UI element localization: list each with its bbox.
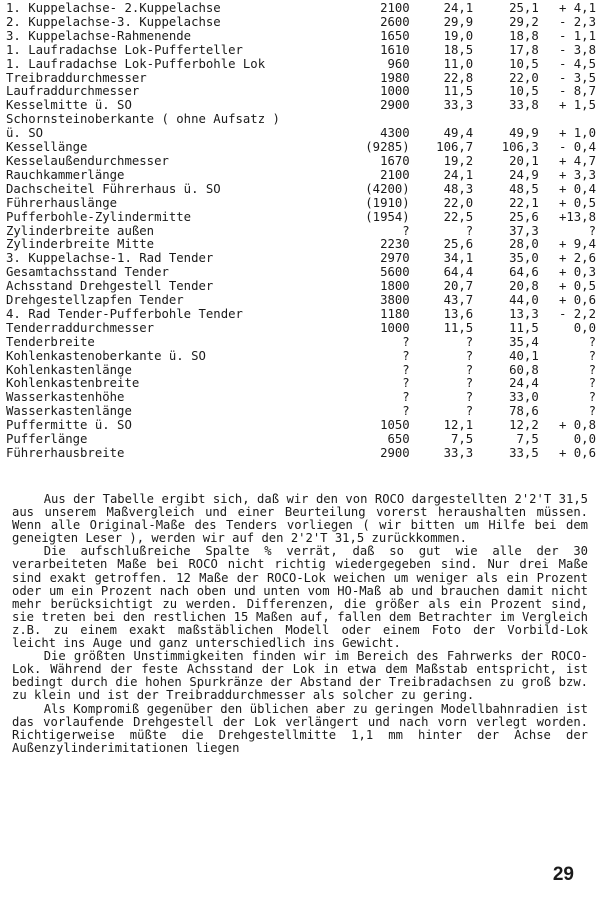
h0-scale-mm: 11,5 xyxy=(443,320,474,335)
table-row xyxy=(6,211,596,225)
table-row xyxy=(6,30,596,44)
row-label: Treibraddurchmesser xyxy=(6,70,147,85)
original-mm: 2900 xyxy=(380,446,410,460)
table-row xyxy=(6,252,596,266)
roco-mm: 18,8 xyxy=(509,28,539,43)
roco-mm: 10,5 xyxy=(509,56,539,71)
table-row xyxy=(6,85,596,99)
row-label: Kohlenkastenlänge xyxy=(6,362,132,377)
h0-scale-mm: 19,0 xyxy=(443,28,474,43)
row-label: Puffermitte ü. SO xyxy=(6,418,132,433)
table-row xyxy=(6,419,596,433)
table-row xyxy=(6,391,596,405)
difference-percent: - 2,3 xyxy=(558,14,596,29)
roco-mm: 25,6 xyxy=(509,209,539,224)
row-label: Kesselmitte ü. SO xyxy=(6,98,132,113)
difference-percent xyxy=(545,113,596,127)
original-mm: ? xyxy=(402,376,410,391)
table-row xyxy=(6,280,596,294)
table-row xyxy=(6,238,596,252)
original-mm: 2900 xyxy=(380,98,410,113)
h0-scale-mm: 19,2 xyxy=(443,153,474,168)
row-label: Kohlenkastenoberkante ü. SO xyxy=(6,348,206,363)
h0-scale-mm: ? xyxy=(465,376,474,391)
paragraph-2: Die aufschlußreiche Spalte % verrät, daß so gut wie alle der 30 verarbeiteten Maße bei ROCO nicht richtig wiedergegeben sind. Nur drei Maße sind exakt getroffen. 12 Maße der ROCO-Lok weichen um weniger als ein Prozent oder um ein Prozent nach oben und unten vom HO-Maß ab und brauchen damit nicht mehr berücksichtigt zu werden. Differenzen, die größer als ein Prozent sind, sie treten bei den restlichen 15 Maßen auf, fallen dem Betrachter im Vergleich z.B. zu einem exakt maßstäblichen Modell oder einem Foto der Vorbild-Lok leicht ins Auge und ganz unterschiedlich ins Gewicht. xyxy=(12,544,588,651)
original-mm: ? xyxy=(402,348,410,363)
original-mm: 2100 xyxy=(380,1,410,15)
original-mm: 1800 xyxy=(380,279,410,294)
h0-scale-mm: 11,0 xyxy=(443,56,474,71)
difference-percent: - 8,7 xyxy=(558,84,596,99)
h0-scale-mm: 7,5 xyxy=(450,432,474,447)
h0-scale-mm xyxy=(416,113,480,127)
original-mm: ? xyxy=(402,362,410,377)
original-mm: ? xyxy=(402,334,410,349)
h0-scale-mm: 11,5 xyxy=(443,84,474,99)
table-row xyxy=(6,72,596,86)
row-label: ü. SO xyxy=(6,126,44,141)
roco-mm: 17,8 xyxy=(509,42,539,57)
difference-percent: + 0,5 xyxy=(558,195,596,210)
h0-scale-mm: 12,1 xyxy=(443,418,474,433)
table-row xyxy=(6,447,596,461)
difference-percent: - 2,2 xyxy=(558,306,596,321)
roco-mm: 64,6 xyxy=(509,265,539,280)
roco-mm: 20,8 xyxy=(509,279,539,294)
roco-mm: 40,1 xyxy=(509,348,539,363)
difference-percent: - 3,8 xyxy=(558,42,596,57)
h0-scale-mm: 64,4 xyxy=(443,265,474,280)
difference-percent: + 9,4 xyxy=(558,237,596,252)
original-mm: 2970 xyxy=(380,251,410,266)
difference-percent: 0,0 xyxy=(573,432,596,447)
page-number: 29 xyxy=(552,864,574,885)
h0-scale-mm: 25,6 xyxy=(443,237,474,252)
difference-percent: + 0,4 xyxy=(558,181,596,196)
row-label: Rauchkammerlänge xyxy=(6,167,125,182)
original-mm: 1980 xyxy=(380,70,410,85)
difference-percent: - 0,4 xyxy=(558,140,596,155)
difference-percent: + 3,3 xyxy=(558,167,596,182)
table-row xyxy=(6,336,596,350)
table-row xyxy=(6,294,596,308)
original-mm: 1000 xyxy=(380,84,410,99)
table-row xyxy=(6,127,596,141)
row-label: Kohlenkastenbreite xyxy=(6,376,140,391)
original-mm: 1670 xyxy=(380,153,410,168)
h0-scale-mm: 22,5 xyxy=(443,209,474,224)
row-label: 2. Kuppelachse-3. Kuppelachse xyxy=(6,14,221,29)
difference-percent: ? xyxy=(588,223,596,238)
h0-scale-mm: ? xyxy=(465,348,474,363)
roco-mm: 60,8 xyxy=(509,362,539,377)
difference-percent: 0,0 xyxy=(573,320,596,335)
table-row xyxy=(6,141,596,155)
table-row xyxy=(6,44,596,58)
paragraph-3: Die größten Unstimmigkeiten finden wir im Bereich des Fahrwerks der ROCO-Lok. Während der feste Achsstand der Lok in etwa dem Maßstab entspricht, ist bedingt durch die hohen Spurkränze der Abstand der Treibradachsen zu groß bzw. zu klein und ist der Treibraddurchmesser als solcher zu gering. xyxy=(12,649,588,703)
table-row xyxy=(6,197,596,211)
original-mm: (1910) xyxy=(365,195,410,210)
roco-mm: 78,6 xyxy=(509,404,539,419)
roco-mm: 22,1 xyxy=(509,195,539,210)
difference-percent: + 0,6 xyxy=(558,446,596,460)
row-label: Tenderraddurchmesser xyxy=(6,320,155,335)
table-row xyxy=(6,2,596,16)
row-label: Wasserkastenhöhe xyxy=(6,390,125,405)
roco-mm xyxy=(479,113,545,127)
roco-mm: 10,5 xyxy=(509,84,539,99)
h0-scale-mm: 29,9 xyxy=(443,14,474,29)
row-label: Achsstand Drehgestell Tender xyxy=(6,279,214,294)
h0-scale-mm: ? xyxy=(465,362,474,377)
table-row xyxy=(6,433,596,447)
row-label: Zylinderbreite außen xyxy=(6,223,155,238)
difference-percent: + 0,5 xyxy=(558,279,596,294)
row-label: Pufferbohle-Zylindermitte xyxy=(6,209,192,224)
row-label: 4. Rad Tender-Pufferbohle Tender xyxy=(6,306,243,321)
difference-percent: + 4,7 xyxy=(558,153,596,168)
h0-scale-mm: 22,0 xyxy=(443,195,474,210)
roco-mm: 48,5 xyxy=(509,181,539,196)
original-mm: 1610 xyxy=(380,42,410,57)
difference-percent: ? xyxy=(588,390,596,405)
h0-scale-mm: 20,7 xyxy=(443,279,474,294)
row-label: Laufraddurchmesser xyxy=(6,84,140,99)
roco-mm: 33,5 xyxy=(509,446,539,460)
roco-mm: 24,4 xyxy=(509,376,539,391)
table-row xyxy=(6,99,596,113)
roco-mm: 106,3 xyxy=(501,140,539,155)
difference-percent: + 0,6 xyxy=(558,293,596,308)
original-mm: 2230 xyxy=(380,237,410,252)
roco-mm: 33,8 xyxy=(509,98,539,113)
row-label: Führerhausbreite xyxy=(6,446,125,460)
h0-scale-mm: 13,6 xyxy=(443,306,474,321)
original-mm: (4200) xyxy=(365,181,410,196)
h0-scale-mm: 106,7 xyxy=(436,140,474,155)
difference-percent: ? xyxy=(588,362,596,377)
table-row xyxy=(6,377,596,391)
difference-percent: - 3,5 xyxy=(558,70,596,85)
table-row xyxy=(6,405,596,419)
table-body xyxy=(6,2,596,461)
original-mm: 5600 xyxy=(380,265,410,280)
roco-mm: 28,0 xyxy=(509,237,539,252)
row-label: 1. Laufradachse Lok-Pufferteller xyxy=(6,42,243,57)
original-mm: 2100 xyxy=(380,167,410,182)
h0-scale-mm: 43,7 xyxy=(443,293,474,308)
roco-mm: 44,0 xyxy=(509,293,539,308)
roco-mm: 7,5 xyxy=(516,432,539,447)
roco-mm: 29,2 xyxy=(509,14,539,29)
table-row xyxy=(6,58,596,72)
difference-percent: + 2,6 xyxy=(558,251,596,266)
table-row xyxy=(6,16,596,30)
difference-percent: - 1,1 xyxy=(558,28,596,43)
roco-mm: 49,9 xyxy=(509,126,539,141)
body-text xyxy=(12,493,588,755)
roco-mm: 33,0 xyxy=(509,390,539,405)
original-mm: 2600 xyxy=(380,14,410,29)
table-row xyxy=(6,113,596,127)
original-mm: 1650 xyxy=(380,28,410,43)
roco-mm: 13,3 xyxy=(509,306,539,321)
original-mm: 650 xyxy=(387,432,410,447)
original-mm: 1000 xyxy=(380,320,410,335)
table-row xyxy=(6,350,596,364)
paragraph-1: Aus der Tabelle ergibt sich, daß wir den von ROCO dargestellten 2'2'T 31,5 aus unserem Maßvergleich und einer Beurteilung vorerst heraushalten müssen. Wenn alle Original-Maße des Tenders vorliegen ( wir bitten um Hilfe bei dem geneigten Leser ), werden wir auf den 2'2'T 31,5 zurückkommen. xyxy=(12,492,588,546)
difference-percent: + 1,0 xyxy=(558,126,596,141)
roco-mm: 37,3 xyxy=(509,223,539,238)
h0-scale-mm: 34,1 xyxy=(443,251,474,266)
h0-scale-mm: ? xyxy=(465,404,474,419)
roco-mm: 12,2 xyxy=(509,418,539,433)
table-row xyxy=(6,364,596,378)
h0-scale-mm: 22,8 xyxy=(443,70,474,85)
original-mm: 1180 xyxy=(380,306,410,321)
original-mm: (9285) xyxy=(365,140,410,155)
difference-percent: + 1,5 xyxy=(558,98,596,113)
difference-percent: +13,8 xyxy=(558,209,596,224)
roco-mm: 35,0 xyxy=(509,251,539,266)
roco-mm: 24,9 xyxy=(509,167,539,182)
original-mm: 1050 xyxy=(380,418,410,433)
original-mm: ? xyxy=(402,390,410,405)
table-row xyxy=(6,308,596,322)
row-label: Führerhauslänge xyxy=(6,195,118,210)
row-label: 1. Laufradachse Lok-Pufferbohle Lok xyxy=(6,56,266,71)
difference-percent: ? xyxy=(588,334,596,349)
paragraph-4: Als Kompromiß gegenüber den üblichen aber zu geringen Modellbahnradien ist das vorlaufende Drehgestell der Lok verlängert und nach vorn verlegt worden. Richtigerweise müßte die Drehgestellmitte 1,1 mm hinter der Achse der Außenzylinderimitationen liegen xyxy=(12,701,588,755)
roco-mm: 25,1 xyxy=(509,1,539,15)
h0-scale-mm: 18,5 xyxy=(443,42,474,57)
row-label: Kesselaußendurchmesser xyxy=(6,153,169,168)
row-label: Dachscheitel Führerhaus ü. SO xyxy=(6,181,221,196)
roco-mm: 20,1 xyxy=(509,153,539,168)
difference-percent: ? xyxy=(588,404,596,419)
table-row xyxy=(6,225,596,239)
h0-scale-mm: 33,3 xyxy=(443,446,474,460)
original-mm xyxy=(352,113,416,127)
roco-mm: 22,0 xyxy=(509,70,539,85)
row-label: Tenderbreite xyxy=(6,334,95,349)
row-label: Drehgestellzapfen Tender xyxy=(6,293,184,308)
row-label: 3. Kuppelachse-Rahmenende xyxy=(6,28,192,43)
table-row xyxy=(6,169,596,183)
difference-percent: - 4,5 xyxy=(558,56,596,71)
h0-scale-mm: 24,1 xyxy=(443,1,474,15)
row-label: Gesamtachsstand Tender xyxy=(6,265,169,280)
h0-scale-mm: ? xyxy=(465,390,474,405)
h0-scale-mm: ? xyxy=(465,334,474,349)
original-mm: 3800 xyxy=(380,293,410,308)
h0-scale-mm: 49,4 xyxy=(443,126,474,141)
original-mm: 4300 xyxy=(380,126,410,141)
original-mm: ? xyxy=(402,223,410,238)
row-label: Zylinderbreite Mitte xyxy=(6,237,155,252)
difference-percent: ? xyxy=(588,348,596,363)
table-row xyxy=(6,155,596,169)
roco-mm: 35,4 xyxy=(509,334,539,349)
difference-percent: + 0,3 xyxy=(558,265,596,280)
row-label: Pufferlänge xyxy=(6,432,88,447)
difference-percent: ? xyxy=(588,376,596,391)
row-label: Schornsteinoberkante ( ohne Aufsatz ) xyxy=(6,112,280,127)
original-mm: (1954) xyxy=(365,209,410,224)
difference-percent: + 0,8 xyxy=(558,418,596,433)
table-row xyxy=(6,183,596,197)
roco-mm: 11,5 xyxy=(509,320,539,335)
difference-percent: + 4,1 xyxy=(558,1,596,15)
row-label: 3. Kuppelachse-1. Rad Tender xyxy=(6,251,214,266)
h0-scale-mm: ? xyxy=(465,223,474,238)
original-mm: 960 xyxy=(387,56,410,71)
h0-scale-mm: 33,3 xyxy=(443,98,474,113)
original-mm: ? xyxy=(402,404,410,419)
h0-scale-mm: 48,3 xyxy=(443,181,474,196)
table-row xyxy=(6,266,596,280)
row-label: Wasserkastenlänge xyxy=(6,404,132,419)
row-label: Kessellänge xyxy=(6,140,88,155)
table-row xyxy=(6,322,596,336)
row-label: 1. Kuppelachse- 2.Kuppelachse xyxy=(6,1,221,15)
measurement-table xyxy=(6,2,596,461)
h0-scale-mm: 24,1 xyxy=(443,167,474,182)
